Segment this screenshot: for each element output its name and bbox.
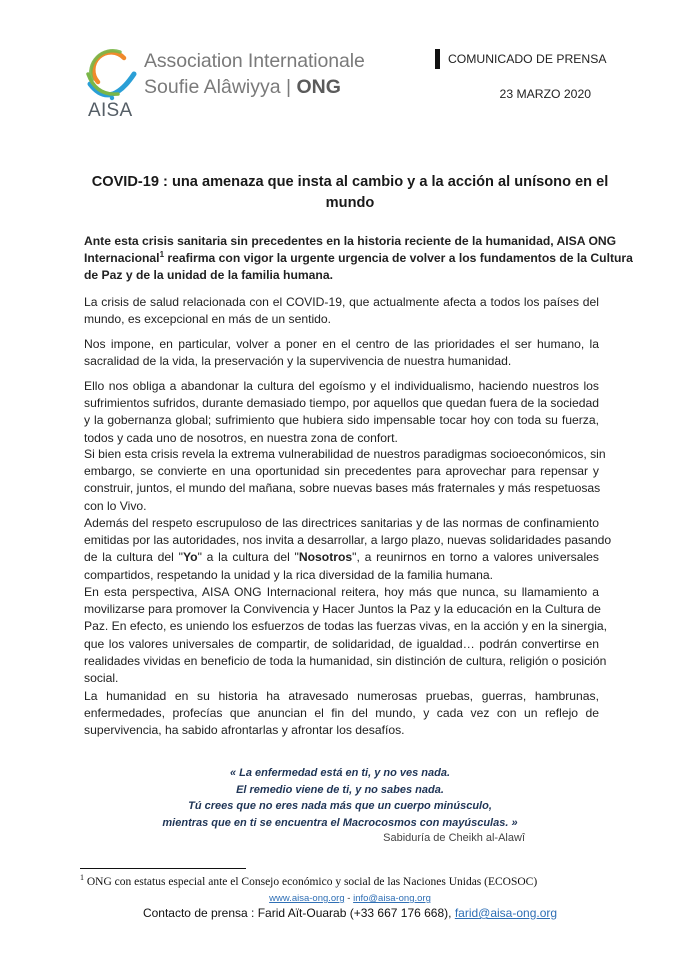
text-line: embargo, se convierte en una oportunidad sin precedentes para aprovechar para repensar y <box>84 464 599 479</box>
text-line: Si bien esta crisis revela la extrema vulnerabilidad de nuestros paradigmas socioeconómicos, sin <box>84 447 606 461</box>
emphasis-yo: Yo <box>182 550 198 565</box>
title-line: mundo <box>325 195 375 211</box>
press-contact <box>80 906 620 920</box>
quote-attribution: Sabiduría de Cheikh al-Alawî <box>383 832 525 844</box>
paragraph-7 <box>84 688 599 740</box>
org-name-line1: Association Internationale <box>144 50 365 72</box>
footnote <box>80 873 538 888</box>
text-line: emitidas por las autoridades, nos invita a desarrollar, a largo plazo, nuevas solidaridades pasando <box>84 533 612 548</box>
lead-line: de Paz y de la unidad de la familia humana. <box>84 268 333 283</box>
quote-line: Tú crees que no eres nada más que un cuerpo minúsculo, <box>188 800 492 813</box>
paragraph-2 <box>84 336 599 370</box>
quote-line: « La enfermedad está en ti, y no ves nada. <box>229 767 451 779</box>
text-segment: " a la cultura del " <box>197 550 299 565</box>
emphasis-nosotros: Nosotros <box>298 550 353 565</box>
footnote-reference[interactable]: 1 <box>159 250 165 260</box>
text-line: La crisis de salud relacionada con el COVID-19, que actualmente afecta a todos los países del <box>84 295 599 309</box>
lead-text: Internacional <box>84 251 160 266</box>
text-line: Paz. En efecto, es uniendo los esfuerzos de todas las fuerzas vivas, en la acción y en la sinergia, <box>84 619 608 634</box>
text-line: todos y cada uno de nosotros, en nuestra zona de confort. <box>84 430 398 445</box>
quote-line: mientras que en ti se encuentra el Macrocosmos con mayúsculas. » <box>162 816 518 829</box>
paragraph-6 <box>84 584 608 687</box>
lead-text: reafirma con vigor la urgente urgencia de volver a los fundamentos de la Cultura <box>164 251 633 266</box>
text-line: social. <box>84 671 119 686</box>
org-name-text: Soufie Alâwiyya | <box>144 76 292 98</box>
press-release-label: COMUNICADO DE PRENSA <box>435 49 606 69</box>
footer-links <box>80 893 620 904</box>
text-line: con lo Vivo. <box>84 498 147 513</box>
footnote-separator <box>80 868 246 869</box>
text-line: sacralidad de la vida, la preservación y la supervivencia de nuestra humanidad. <box>84 354 512 369</box>
paragraph-5 <box>84 515 612 584</box>
text-line: Ello nos obliga a abandonar la cultura del egoísmo y el individualismo, haciendo nuestros los <box>84 379 599 393</box>
text-line: La humanidad en su historia ha atravesado numerosas pruebas, guerras, hambrunas, <box>84 689 599 703</box>
text-line: compartidos, respetando la unidad y la rica diversidad de la familia humana. <box>84 567 493 582</box>
footnote-text: ONG con estatus especial ante el Consejo económico y social de las Naciones Unidas (ECOSOC) <box>84 876 538 888</box>
quote-block <box>150 765 530 831</box>
paragraph-1 <box>84 294 599 328</box>
text-line: construir, juntos, el mundo del mañana, sobre nuevas bases más fraternales y más respetuosas <box>84 481 601 496</box>
text-line: que los valores universales de compartir, de solidaridad, de igualdad… podrán convertirse en <box>84 636 599 651</box>
aisa-logo <box>84 44 365 124</box>
text-line: sufrimientos sufridos, durante demasiado tiempo, por aquellos que quedan fuera de la sociedad <box>84 396 599 411</box>
text-line: supervivencia, ha sabido afrontarlas y afrontar los desafíos. <box>84 723 405 738</box>
page-title <box>80 172 620 214</box>
paragraph-4 <box>84 446 606 515</box>
quote-line: El remedio viene de ti, y no sabes nada. <box>236 783 444 796</box>
link-separator: - <box>344 893 354 904</box>
contact-text: Contacto de prensa : Farid Aït-Ouarab (+33 667 176 668), <box>142 906 455 920</box>
text-line: Nos impone, en particular, volver a poner en el centro de las prioridades el ser humano, la <box>84 337 599 351</box>
org-name-line2 <box>144 76 341 99</box>
org-tag: ONG <box>296 76 341 98</box>
release-date: 23 MARZO 2020 <box>499 87 591 101</box>
text-line: realidades vividas en beneficio de toda la humanidad, sin distinción de cultura, religión o posición <box>84 653 607 668</box>
lead-line: Ante esta crisis sanitaria sin precedentes en la historia reciente de la humanidad, AISA ONG <box>84 234 617 248</box>
text-line: mundo, es excepcional en más de un sentido. <box>84 312 332 327</box>
contact-email-link[interactable]: farid@aisa-ong.org <box>454 906 558 920</box>
title-line: COVID-19 : una amenaza que insta al cambio y a la acción al unísono en el <box>91 174 609 190</box>
aisa-logo-icon <box>84 44 144 106</box>
lead-line <box>84 250 633 267</box>
footnote-mark: 1 <box>80 873 84 883</box>
text-line: Además del respeto escrupuloso de las directrices sanitarias y de las normas de confinamiento <box>84 516 599 530</box>
text-line: y la gobernanza global; sufrimiento que hubiera sido impensable tocar hoy con toda su fuerza, <box>84 413 599 428</box>
text-segment: ", a reunirnos en torno a valores universales <box>352 550 599 565</box>
text-line <box>84 549 599 566</box>
text-line: enfermedades, profecías que anuncian el fin del mundo, y cada vez con un reflejo de <box>84 706 599 721</box>
text-line: En esta perspectiva, AISA ONG Internacional reitera, hoy más que nunca, su llamamiento a <box>84 585 599 599</box>
text-line: movilizarse para promover la Convivencia y Hacer Juntos la Paz y la educación en la Cultura de <box>84 602 601 617</box>
paragraph-3 <box>84 378 599 447</box>
lead-paragraph <box>84 233 633 285</box>
info-email-link[interactable]: info@aisa-ong.org <box>353 893 431 904</box>
website-link[interactable]: www.aisa-ong.org <box>269 893 345 904</box>
text-segment: de la cultura del " <box>84 550 183 565</box>
org-acronym: AISA <box>88 100 133 121</box>
